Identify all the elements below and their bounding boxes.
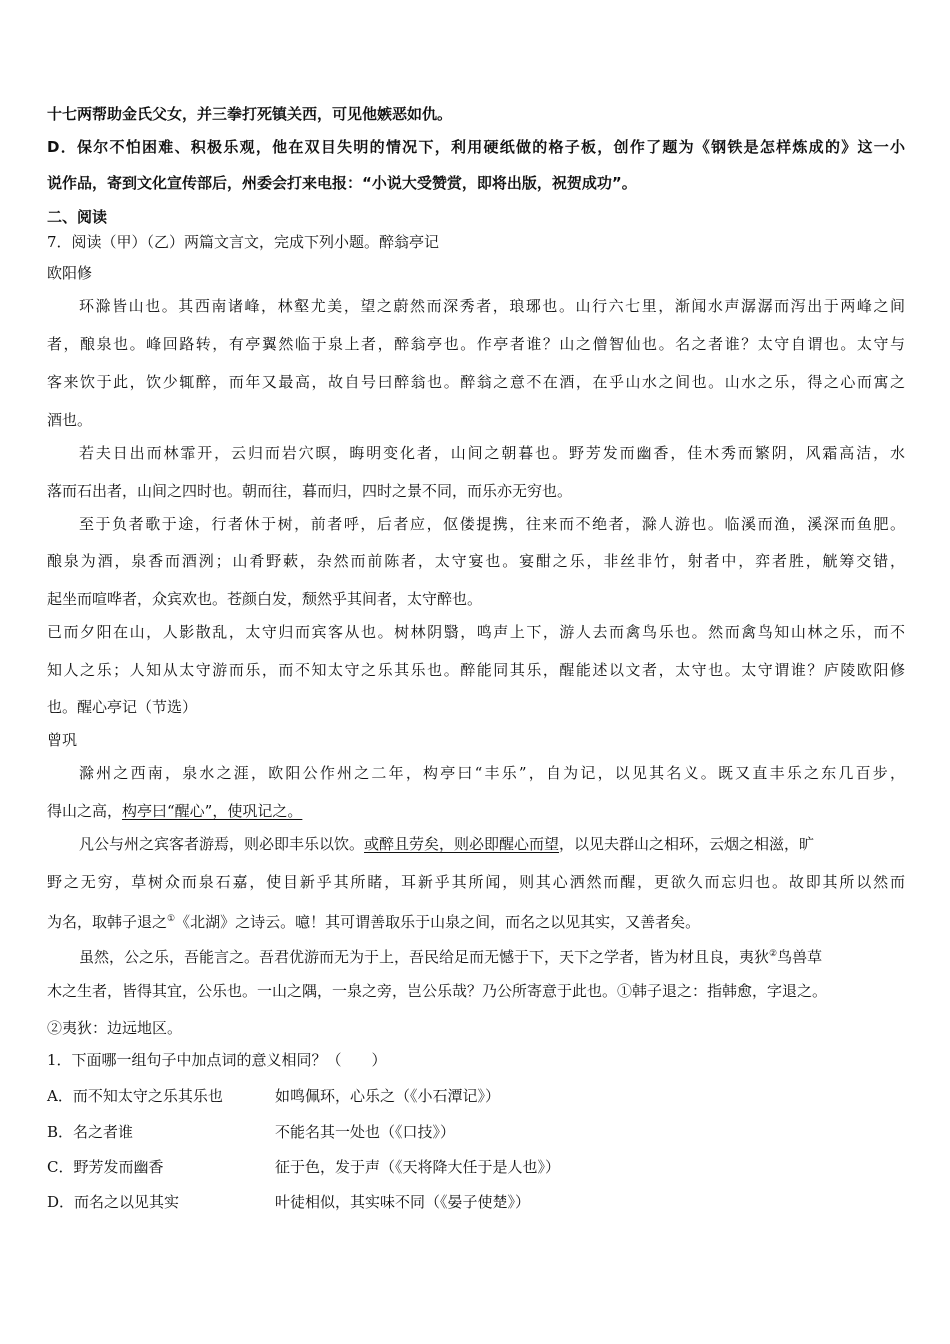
passage-yi-line: 木之生者，皆得其宜，公乐也。一山之隅，一泉之旁，岂公乐哉？乃公所寄意于此也。①韩子退之：指韩愈，字退之。	[47, 982, 828, 1000]
passage-yi-text: 鸟兽草	[777, 948, 823, 966]
passage-yi-line: 滁州之西南，泉水之涯，欧阳公作州之二年，构亭曰“丰乐”，自为记，以见其名义。既又直丰乐之东几百步，	[79, 764, 905, 782]
passage-jia-line: 环滁皆山也。其西南诸峰，林壑尤美，望之蔚然而深秀者，琅琊也。山行六七里，渐闻水声潺潺而泻出于两峰之间	[79, 297, 905, 315]
option-d-line2: 说作品，寄到文化宣传部后，州委会打来电报：“小说大受赞赏，即将出版，祝贺成功”。	[47, 174, 637, 192]
option-compare: 如鸣佩环，心乐之（《小石潭记》）	[275, 1087, 501, 1105]
option-compare: 叶徒相似，其实味不同（《晏子使楚》）	[275, 1193, 531, 1211]
passage-yi-line: 野之无穷，草树众而泉石嘉，使目新乎其所睹，耳新乎其所闻，则其心洒然而醒，更欲久而忘归也。故即其所以然而	[47, 873, 905, 891]
option-d-line1: D．保尔不怕困难、积极乐观，他在双目失明的情况下，利用硬纸做的格子板，创作了题为《钢铁是怎样炼成的》这一小	[47, 138, 905, 156]
passage-jia-line: 知人之乐；人知从太守游而乐，而不知太守之乐其乐也。醉能同其乐，醒能述以文者，太守也。太守谓谁？庐陵欧阳修	[47, 661, 905, 679]
option-label: A．而不知太守之乐其乐也	[47, 1087, 223, 1105]
option-a	[47, 1086, 501, 1106]
passage-yi-line	[47, 801, 302, 821]
passage-yi-line	[47, 909, 700, 932]
option-c	[47, 1157, 561, 1177]
passage-jia-line: 至于负者歌于途，行者休于树，前者呼，后者应，伛偻提携，往来而不绝者，滁人游也。临溪而渔，溪深而鱼肥。	[79, 515, 905, 533]
underlined-sentence: 构亭曰“醒心”，使巩记之。	[122, 802, 303, 820]
option-compare: 征于色，发于声（《天将降大任于是人也》）	[275, 1158, 561, 1176]
option-label: D．而名之以见其实	[47, 1193, 180, 1211]
option-compare: 不能名其一处也（《口技》）	[275, 1123, 456, 1141]
question-1-stem: 1．下面哪一组句子中加点词的意义相同？（ ）	[47, 1051, 387, 1069]
footnote-marker: ②	[769, 949, 778, 959]
passage-jia-line: 起坐而喧哗者，众宾欢也。苍颜白发，颓然乎其间者，太守醉也。	[47, 590, 483, 608]
passage-jia-line: 落而石出者，山间之四时也。朝而往，暮而归，四时之景不同，而乐亦无穷也。	[47, 482, 573, 500]
passage-jia-line: 者，酿泉也。峰回路转，有亭翼然临于泉上者，醉翁亭也。作亭者谁？山之僧智仙也。名之者谁？太守自谓也。太守与	[47, 335, 905, 353]
passage-yi-text: 《北湖》之诗云。噫！其可谓善取乐于山泉之间，而名之以见其实，又善者矣。	[175, 913, 701, 931]
passage-jia-line: 已而夕阳在山，人影散乱，太守归而宾客从也。树林阴翳，鸣声上下，游人去而禽鸟乐也。然而禽鸟知山林之乐，而不	[47, 623, 905, 641]
passage-yi-text: 虽然，公之乐，吾能言之。吾君优游而无为于上，吾民给足而无憾于下，天下之学者，皆为材且良，夷狄	[79, 948, 770, 966]
option-label: B．名之者谁	[47, 1123, 134, 1141]
option-b	[47, 1122, 456, 1142]
section-title: 二、阅读	[47, 208, 108, 226]
passage-jia-line: 若夫日出而林霏开，云归而岩穴暝，晦明变化者，山间之朝暮也。野芳发而幽香，佳木秀而繁阴，风霜高洁，水	[79, 444, 905, 462]
question-7-intro: 7．阅读（甲）（乙）两篇文言文，完成下列小题。醉翁亭记	[47, 233, 440, 251]
passage-jia-line: 酿泉为酒，泉香而酒洌；山肴野蔌，杂然而前陈者，太守宴也。宴酣之乐，非丝非竹，射者中，弈者胜，觥筹交错，	[47, 552, 905, 570]
option-c-continuation: 十七两帮助金氏父女，并三拳打死镇关西，可见他嫉恶如仇。	[47, 105, 453, 123]
option-d	[47, 1192, 531, 1212]
passage-jia-line: 客来饮于此，饮少辄醉，而年又最高，故自号曰醉翁也。醉翁之意不在酒，在乎山水之间也。山水之乐，得之心而寓之	[47, 373, 905, 391]
underlined-sentence: 或醉且劳矣，则必即醒心而望	[364, 835, 560, 853]
footnote-marker: ①	[167, 914, 176, 924]
passage-yi-text: ，以见夫群山之相环，云烟之相滋，旷	[559, 835, 815, 853]
option-label: C．野芳发而幽香	[47, 1158, 164, 1176]
passage-jia-author: 欧阳修	[47, 264, 93, 282]
passage-yi-text: 为名，取韩子退之	[47, 913, 168, 931]
passage-yi-line	[79, 944, 822, 967]
passage-yi-line	[79, 834, 814, 854]
passage-jia-line: 也。醒心亭记（节选）	[47, 698, 198, 716]
passage-yi-text: 得山之高，	[47, 802, 123, 820]
footnote-2: ②夷狄：边远地区。	[47, 1019, 183, 1037]
passage-yi-author: 曾巩	[47, 731, 78, 749]
passage-jia-line: 酒也。	[47, 411, 93, 429]
passage-yi-text: 凡公与州之宾客者游焉，则必即丰乐以饮。	[79, 835, 365, 853]
